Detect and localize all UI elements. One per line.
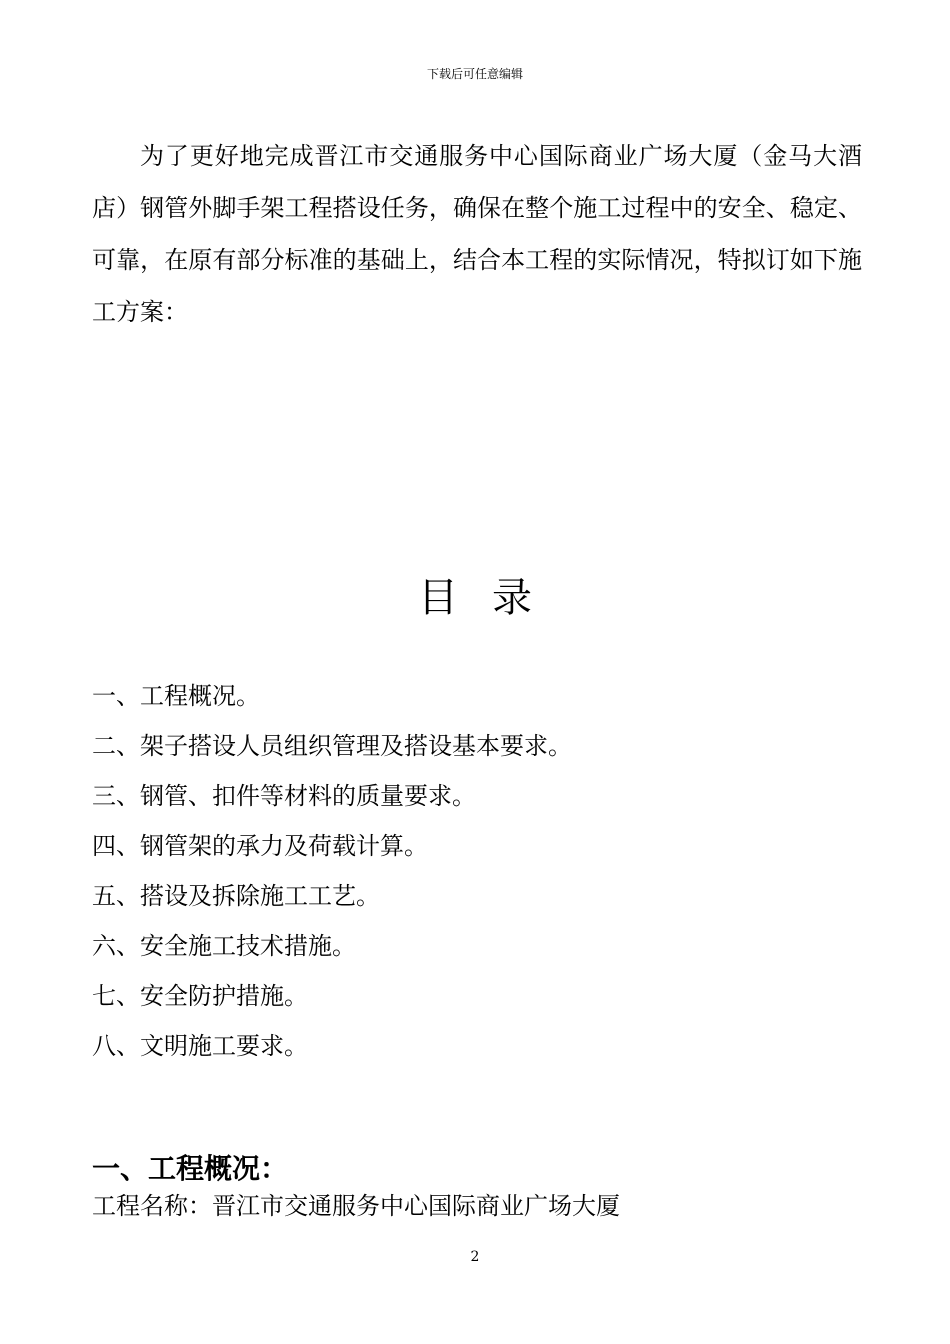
toc-item-8: 八、文明施工要求。 xyxy=(92,1032,308,1060)
page-header-note: 下载后可任意编辑 xyxy=(426,67,523,81)
page-number: 2 xyxy=(470,1249,480,1265)
toc-item-3: 三、钢管、扣件等材料的质量要求。 xyxy=(92,782,476,810)
toc-item-1: 一、工程概况。 xyxy=(92,682,260,710)
section-heading-project-overview: 一、工程概况： xyxy=(92,1152,289,1185)
intro-section xyxy=(92,130,862,338)
toc-title: 目录 xyxy=(418,575,566,621)
toc-list xyxy=(92,676,572,1076)
toc-item-7: 七、安全防护措施。 xyxy=(92,982,308,1010)
toc-item-4: 四、钢管架的承力及荷载计算。 xyxy=(92,832,428,860)
toc-item-2: 二、架子搭设人员组织管理及搭设基本要求。 xyxy=(92,732,572,760)
intro-paragraph: 为了更好地完成晋江市交通服务中心国际商业广场大厦（金马大酒店）钢管外脚手架工程搭设任务，确保在整个施工过程中的安全、稳定、可靠，在原有部分标准的基础上，结合本工程的实际情况，特拟订如下施工方案： xyxy=(92,142,862,326)
project-name-line: 工程名称：晋江市交通服务中心国际商业广场大厦 xyxy=(92,1192,620,1220)
toc-item-6: 六、安全施工技术措施。 xyxy=(92,932,356,960)
toc-item-5: 五、搭设及拆除施工工艺。 xyxy=(92,882,380,910)
